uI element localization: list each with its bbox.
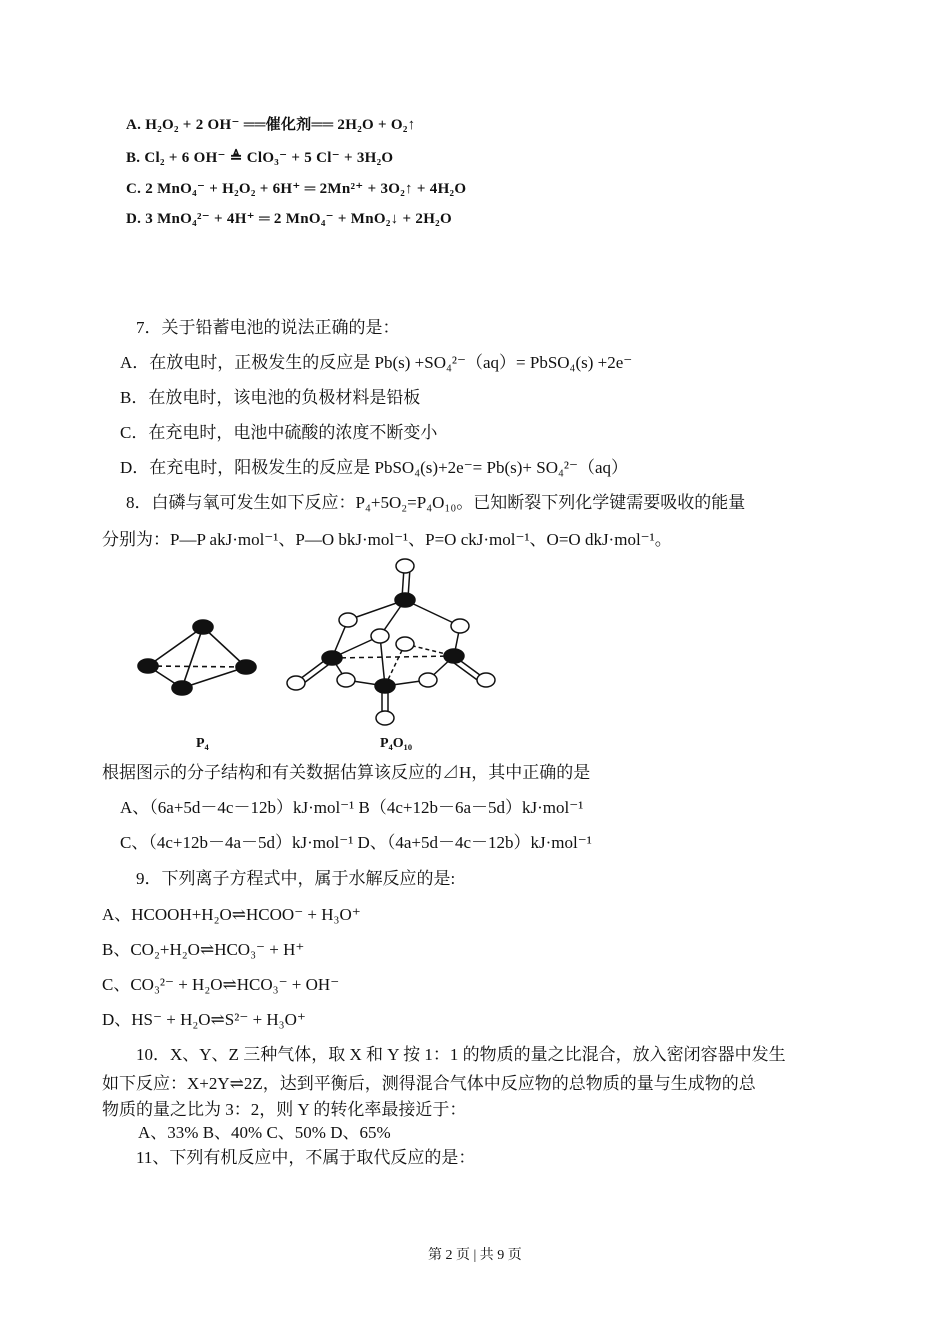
p4o10-label: P₄O₁₀ — [380, 736, 413, 751]
q8-stem-line2: 分别为：P—P akJ·mol⁻¹、P—O bkJ·mol⁻¹、P=O ckJ·mol⁻¹、O=O dkJ·mol⁻¹。 — [102, 530, 672, 549]
q6-option-b: B. Cl₂ + 6 OH⁻ ≜ ClO₃⁻ + 5 Cl⁻ + 3H₂O — [126, 150, 394, 166]
molecule-structure-diagram — [128, 556, 508, 756]
q6-option-a: A. H₂O₂ + 2 OH⁻ ══催化剂══ 2H₂O + O₂↑ — [126, 117, 416, 133]
q9-option-d: D、HS⁻ + H₂O⇌S²⁻ + H₃O⁺ — [102, 1010, 306, 1029]
q7-stem: 7．关于铅蓄电池的说法正确的是： — [136, 318, 400, 337]
q6-option-c: C. 2 MnO₄⁻ + H₂O₂ + 6H⁺ ═ 2Mn²⁺ + 3O₂↑ + 4H₂O — [126, 181, 467, 197]
page-footer: 第 2 页 | 共 9 页 — [428, 1248, 522, 1263]
q10-options: A、33% B、40% C、50% D、65% — [138, 1123, 391, 1142]
q11-stem: 11、下列有机反应中，不属于取代反应的是： — [136, 1148, 476, 1167]
q7-option-b: B．在放电时，该电池的负极材料是铅板 — [120, 388, 421, 407]
p4-label: P₄ — [196, 736, 209, 751]
q10-line3: 物质的量之比为 3：2，则 Y 的转化率最接近于： — [102, 1100, 467, 1119]
q10-line1: 10．X、Y、Z 三种气体，取 X 和 Y 按 1：1 的物质的量之比混合，放入密闭容器中发生 — [136, 1045, 786, 1064]
q6-option-d: D. 3 MnO₄²⁻ + 4H⁺ ═ 2 MnO₄⁻ + MnO₂↓ + 2H₂O — [126, 211, 452, 227]
p4o10-molecule — [287, 559, 495, 725]
q10-line2: 如下反应：X+2Y⇌2Z，达到平衡后，测得混合气体中反应物的总物质的量与生成物的总 — [102, 1074, 756, 1093]
q9-option-a: A、HCOOH+H₂O⇌HCOO⁻ + H₃O⁺ — [102, 905, 361, 924]
q8-question: 根据图示的分子结构和有关数据估算该反应的⊿H，其中正确的是 — [102, 763, 591, 782]
q9-stem: 9．下列离子方程式中，属于水解反应的是: — [136, 869, 456, 888]
q8-stem-line1: 8．白磷与氧可发生如下反应：P₄+5O₂=P₄O₁₀。已知断裂下列化学键需要吸收的能量 — [126, 493, 746, 512]
q9-option-c: C、CO₃²⁻ + H₂O⇌HCO₃⁻ + OH⁻ — [102, 975, 340, 994]
p4-molecule — [138, 620, 256, 695]
q7-option-a: A．在放电时，正极发生的反应是 Pb(s) +SO₄²⁻（aq）= PbSO₄(s) +2e⁻ — [120, 353, 633, 372]
q7-option-c: C．在充电时，电池中硫酸的浓度不断变小 — [120, 423, 438, 442]
q9-option-b: B、CO₂+H₂O⇌HCO₃⁻ + H⁺ — [102, 940, 305, 959]
q7-option-d: D．在充电时，阳极发生的反应是 PbSO₄(s)+2e⁻= Pb(s)+ SO₄²⁻（aq） — [120, 458, 629, 477]
q8-options-row1: A、（6a+5d－4c－12b）kJ·mol⁻¹ B（4c+12b－6a－5d）kJ·mol⁻¹ — [120, 798, 584, 817]
q8-options-row2: C、（4c+12b－4a－5d）kJ·mol⁻¹ D、（4a+5d－4c－12b）kJ·mol⁻¹ — [120, 833, 592, 852]
